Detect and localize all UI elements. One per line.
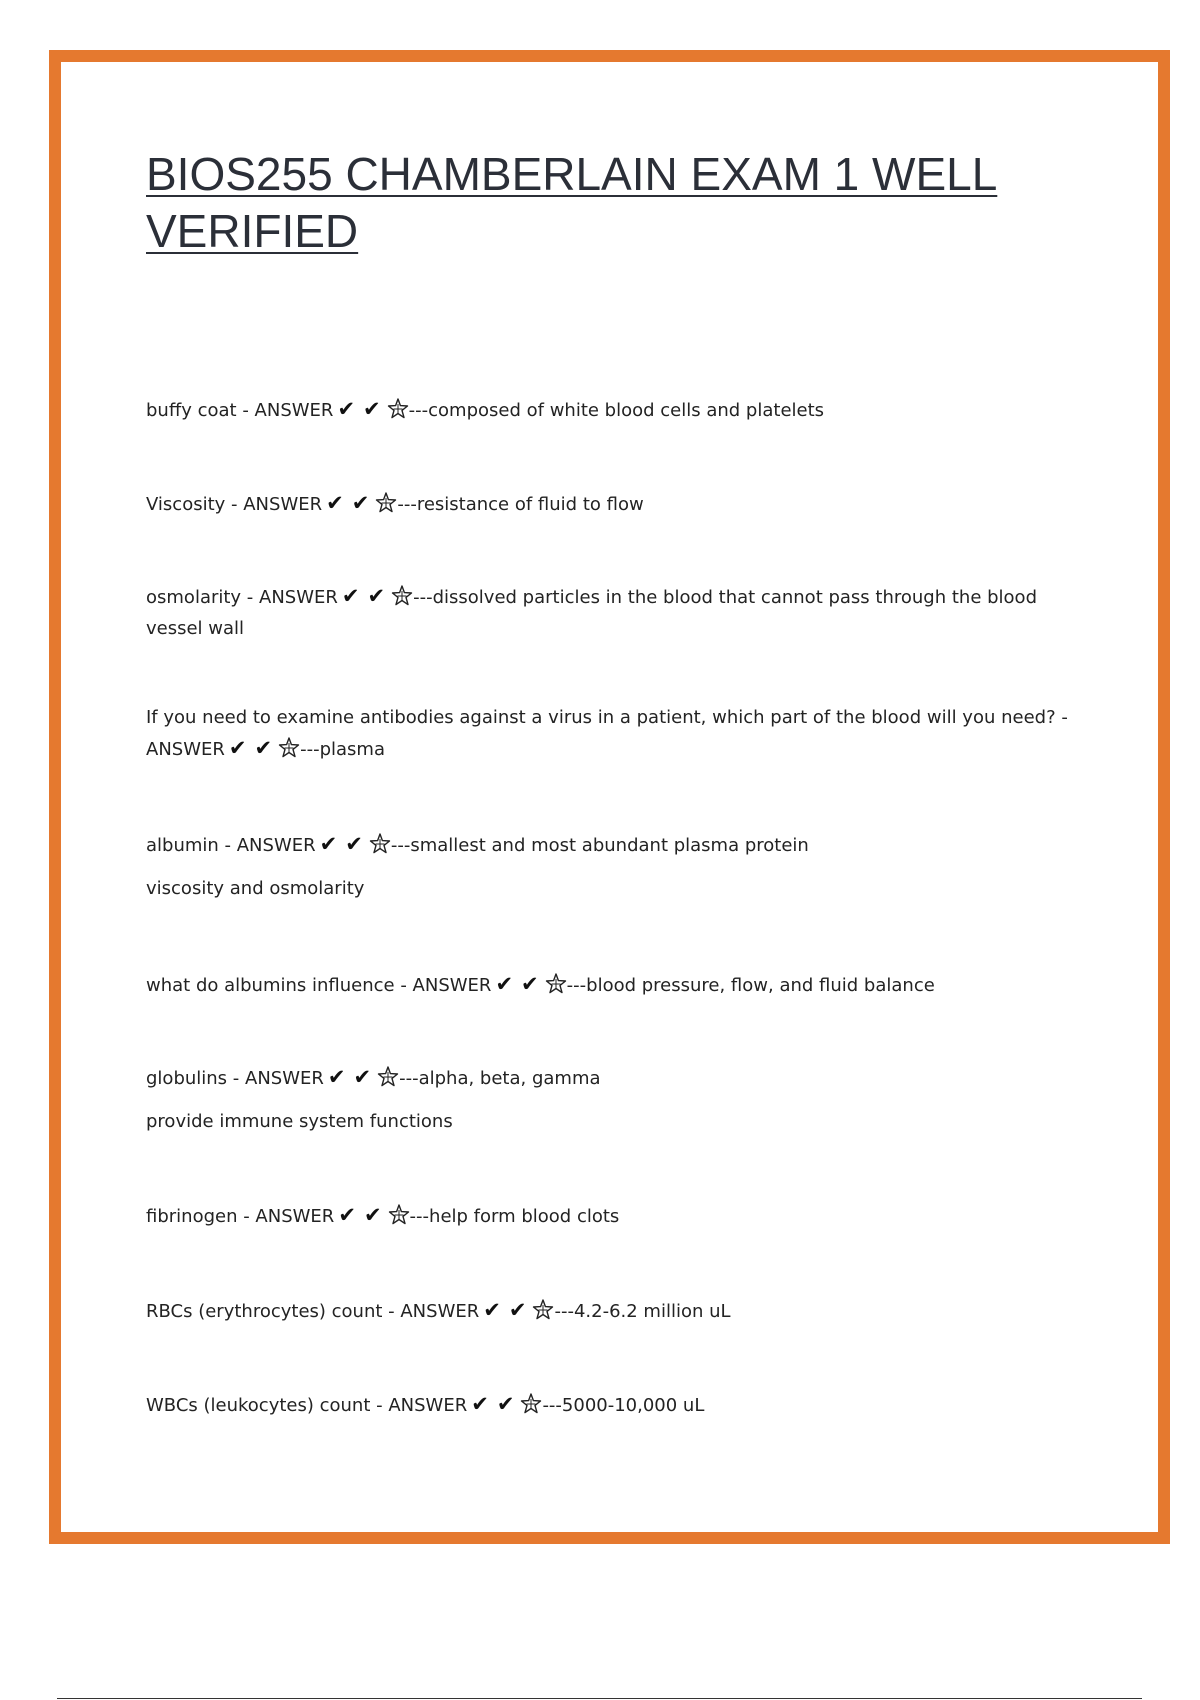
answer-text: ---composed of white blood cells and platelets [408,400,825,421]
checkmark-icon: ✔ [483,1298,501,1322]
bottom-divider [57,1698,1142,1699]
qa-item [146,581,1076,644]
sparkle-star-icon [387,398,409,420]
document-title: BIOS255 CHAMBERLAIN EXAM 1 WELL VERIFIED [146,148,998,257]
checkmark-icon: ✔ [254,736,273,760]
answer-note: provide immune system functions [146,1111,453,1132]
answer-text: ---alpha, beta, gamma [399,1068,601,1089]
checkmark-icon: ✔ [338,1203,356,1227]
checkmark-icon: ✔ [327,1065,346,1089]
sparkle-star-icon [532,1299,554,1321]
qa-item [146,1062,1076,1094]
answer-text: ---5000-10,000 uL [542,1395,705,1416]
checkmark-icon: ✔ [471,1392,489,1416]
qa-item [146,1200,1076,1232]
answer-text: ---smallest and most abundant plasma protein [390,835,809,856]
question-text: fibrinogen - ANSWER [146,1206,335,1227]
question-text: osmolarity - ANSWER [146,587,338,608]
question-text: If you need to examine antibodies against a virus in a patient, which part of the blood will you need? - ANSWER [146,707,1068,760]
question-text: what do albumins influence - ANSWER [146,975,492,996]
answer-text: ---4.2-6.2 million uL [554,1301,731,1322]
checkmark-icon: ✔ [351,491,370,515]
checkmark-icon: ✔ [341,584,360,608]
sparkle-star-icon [391,585,413,607]
answer-text: ---resistance of fluid to flow [397,494,644,515]
checkmark-icon: ✔ [508,1298,527,1322]
checkmark-icon: ✔ [363,1203,382,1227]
question-text: albumin - ANSWER [146,835,316,856]
qa-item [146,1389,1076,1421]
question-text: globulins - ANSWER [146,1068,324,1089]
qa-item [146,702,1076,765]
answer-text: ---blood pressure, flow, and fluid balance [566,975,935,996]
checkmark-icon: ✔ [367,584,386,608]
question-text: Viscosity - ANSWER [146,494,323,515]
sparkle-star-icon [369,833,391,855]
answer-text: ---dissolved particles in the blood that cannot pass through the blood vessel wall [146,587,1037,639]
checkmark-icon: ✔ [496,1392,515,1416]
checkmark-icon: ✔ [363,397,381,421]
checkmark-icon: ✔ [319,832,338,856]
sparkle-star-icon [375,492,397,514]
question-text: WBCs (leukocytes) count - ANSWER [146,1395,468,1416]
answer-text: ---help form blood clots [409,1206,620,1227]
sparkle-star-icon [377,1066,399,1088]
qa-item [146,829,1076,861]
sparkle-star-icon [278,737,300,759]
checkmark-icon: ✔ [353,1065,372,1089]
checkmark-icon: ✔ [345,832,363,856]
checkmark-icon: ✔ [326,491,344,515]
checkmark-icon: ✔ [495,972,514,996]
answer-note: viscosity and osmolarity [146,878,365,899]
question-text: buffy coat - ANSWER [146,400,334,421]
sparkle-star-icon [520,1393,542,1415]
qa-item [146,1295,1076,1327]
qa-item [146,969,1076,1001]
qa-item [146,488,1076,520]
sparkle-star-icon [388,1204,410,1226]
sparkle-star-icon [545,973,567,995]
qa-item [146,394,1076,426]
checkmark-icon: ✔ [521,972,539,996]
answer-text: ---plasma [300,739,385,760]
checkmark-icon: ✔ [337,397,356,421]
question-text: RBCs (erythrocytes) count - ANSWER [146,1301,480,1322]
checkmark-icon: ✔ [228,736,247,760]
